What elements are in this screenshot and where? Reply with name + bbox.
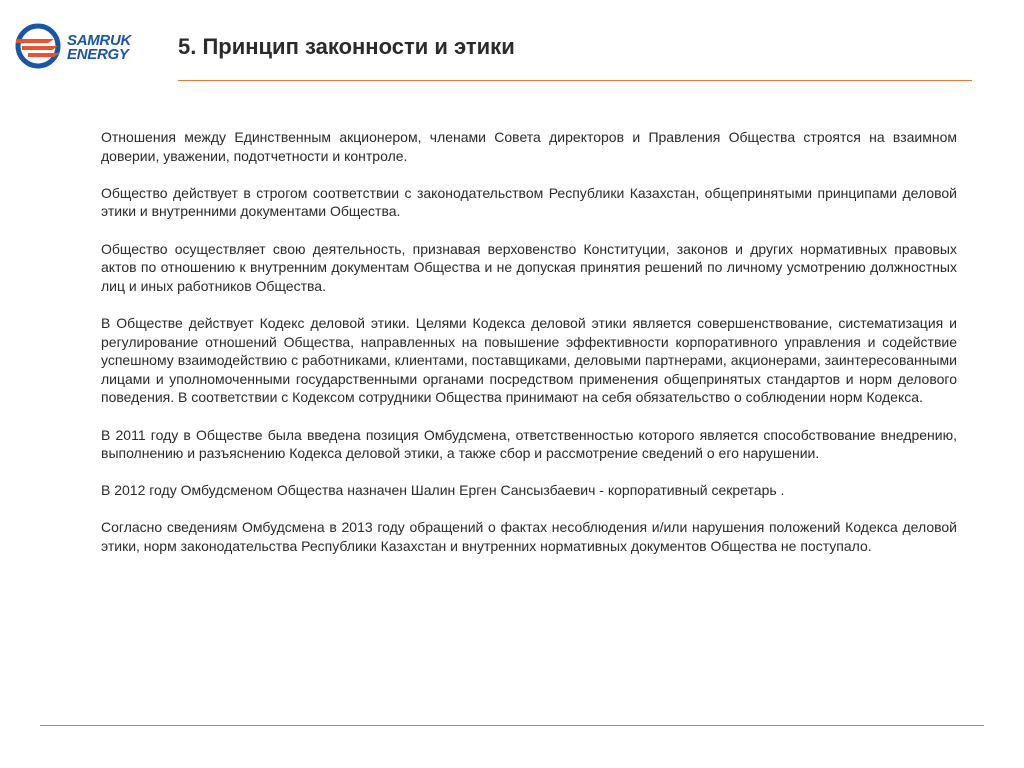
logo-wordmark — [67, 34, 131, 62]
logo-line-1: SAMRUK — [67, 32, 132, 49]
paragraph-4: В Обществе действует Кодекс деловой этики. Целями Кодекса деловой этики является совершенствование, систематизация и регулирование отношений Общества, направленных на повышение эффективности корпоративного управления и содействие успешному взаимодействию с работниками, клиентами, поставщиками, деловыми партнерами, акционерами, заинтересованными лицами и уполномоченными государственными органами посредством применения общепринятых стандартов и норм делового поведения. В соответствии с Кодексом сотрудники Общества принимают на себя обязательство о соблюдении норм Кодекса. — [101, 314, 957, 406]
title-divider — [178, 80, 972, 81]
paragraph-2: Общество действует в строгом соответствии с законодательством Республики Казахстан, общепринятыми принципами деловой этики и внутренними документами Общества. — [101, 184, 957, 220]
footer-divider — [40, 725, 984, 726]
paragraph-3: Общество осуществляет свою деятельность, признавая верховенство Конституции, законов и других нормативных правовых актов по отношению к внутренним документам Общества и не допуская принятия решений по личному усмотрению должностных лиц и иных работников Общества. — [101, 240, 957, 294]
company-logo — [14, 22, 154, 70]
logo-line-2: ENERGY — [67, 46, 129, 63]
paragraph-5: В 2011 году в Обществе была введена позиция Омбудсмена, ответственностью которого является способствование внедрению, выполнению и разъяснению Кодекса деловой этики, а также сбор и рассмотрение сведений о его нарушении. — [101, 426, 957, 462]
page-title: 5. Принцип законности и этики — [178, 34, 515, 59]
paragraph-7: Согласно сведениям Омбудсмена в 2013 году обращений о фактах несоблюдения и/или нарушения положений Кодекса деловой этики, норм законодательства Республики Казахстан и внутренних нормативных документов Общества не поступало. — [101, 519, 957, 555]
content-body — [101, 128, 957, 574]
paragraph-1: Отношения между Единственным акционером, членами Совета директоров и Правления Общества строятся на взаимном доверии, уважении, подотчетности и контроле. — [101, 129, 957, 164]
samruk-energy-emblem-icon — [14, 22, 66, 70]
paragraph-6: В 2012 году Омбудсменом Общества назначен Шалин Ерген Сансызбаевич - корпоративный секретарь . — [101, 482, 785, 499]
